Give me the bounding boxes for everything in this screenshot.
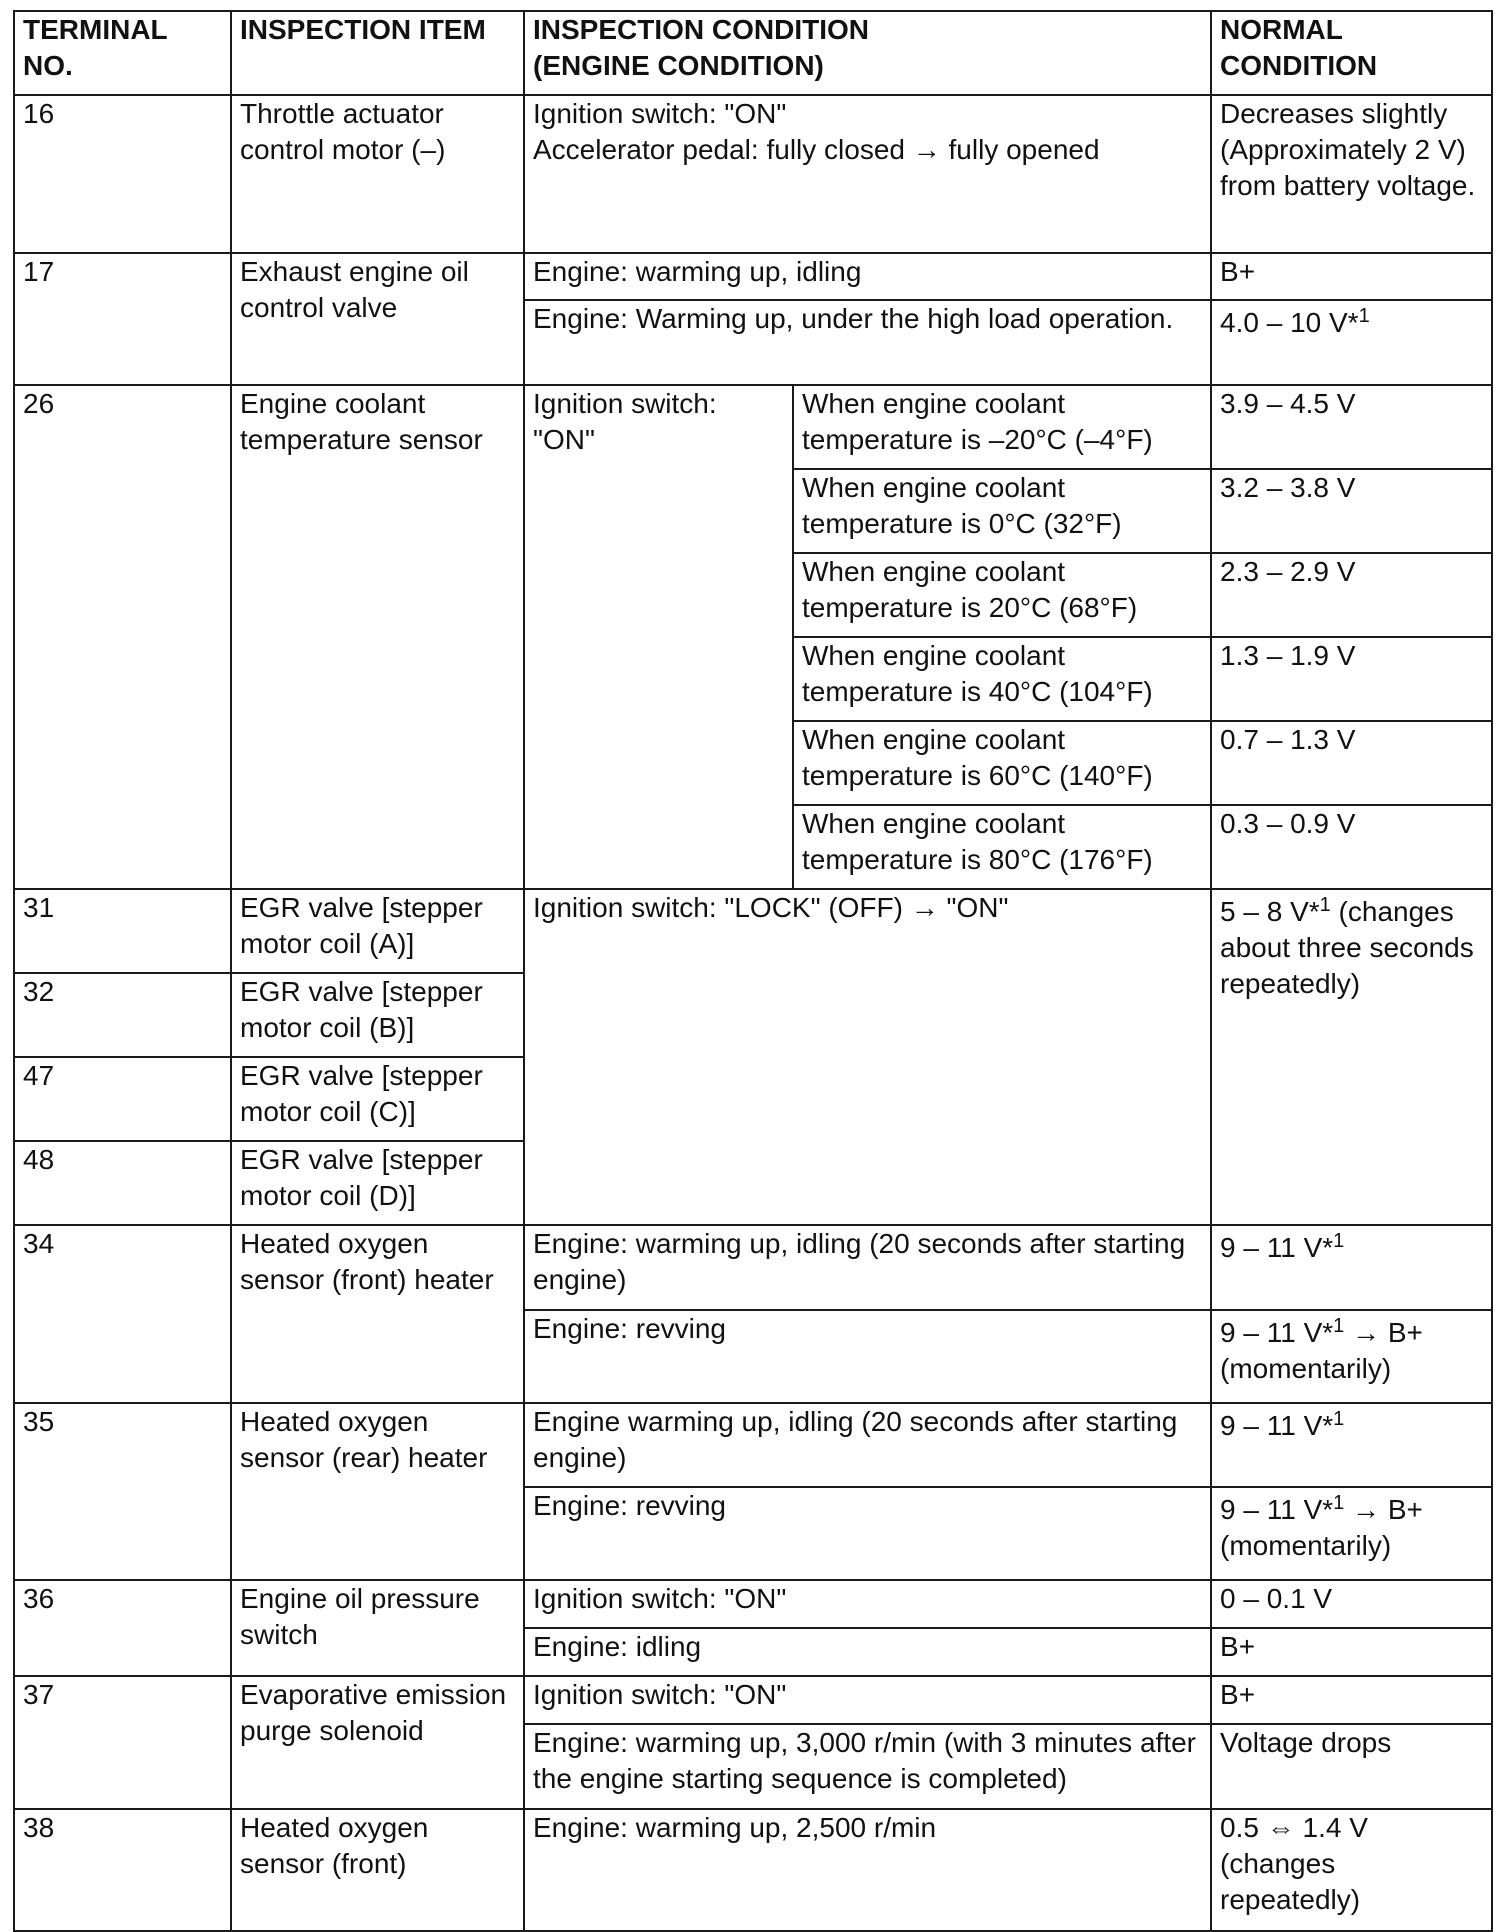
table-row	[14, 385, 1492, 469]
inspection-item-cell: Evaporative emission purge solenoid	[231, 1676, 524, 1809]
inspection-condition-cell: Ignition switch: "ON"	[524, 1676, 1211, 1724]
terminal-no-cell: 34	[14, 1225, 231, 1403]
header-row	[14, 11, 1492, 95]
inspection-condition-cell: Engine: warming up, 2,500 r/min	[524, 1809, 1211, 1931]
table-row	[14, 95, 1492, 253]
normal-condition-cell: 0 – 0.1 V	[1211, 1580, 1492, 1628]
sub-condition-cell: When engine coolant temperature is –20°C (–4°F)	[793, 385, 1211, 469]
normal-condition-cell: 9 – 11 V*$^1$ → B+ (momentarily)	[1211, 1310, 1492, 1403]
inspection-item-cell: EGR valve [stepper motor coil (C)]	[231, 1057, 524, 1141]
sub-condition-cell: When engine coolant temperature is 20°C (68°F)	[793, 553, 1211, 637]
normal-condition-cell: 5 – 8 V*$^1$ (changes about three seconds repeatedly)	[1211, 889, 1492, 1225]
inspection-item-cell: Heated oxygen sensor (front) heater	[231, 1225, 524, 1403]
inspection-condition-cell: Engine warming up, idling (20 seconds after starting engine)	[524, 1403, 1211, 1487]
terminal-no-cell: 37	[14, 1676, 231, 1809]
normal-condition-cell: 9 – 11 V*$^1$ → B+ (momentarily)	[1211, 1487, 1492, 1580]
inspection-condition-cell: Ignition switch: "ON"	[524, 385, 793, 889]
terminal-no-cell: 16	[14, 95, 231, 253]
normal-condition-cell: 2.3 – 2.9 V	[1211, 553, 1492, 637]
inspection-condition-cell: Engine: revving	[524, 1487, 1211, 1580]
header-inspection-item: INSPECTION ITEM	[231, 11, 524, 95]
table-row	[14, 1225, 1492, 1310]
terminal-no-cell: 48	[14, 1141, 231, 1225]
normal-condition-cell: 0.5 ⇔ 1.4 V (changes repeatedly)	[1211, 1809, 1492, 1931]
inspection-condition-cell: Ignition switch: "LOCK" (OFF) → "ON"	[524, 889, 1211, 1225]
inspection-item-cell: Engine coolant temperature sensor	[231, 385, 524, 889]
inspection-item-cell: Engine oil pressure switch	[231, 1580, 524, 1676]
inspection-condition-cell: Engine: idling	[524, 1628, 1211, 1676]
normal-condition-cell: B+	[1211, 1676, 1492, 1724]
inspection-condition-cell: Ignition switch: "ON"	[524, 1580, 1211, 1628]
header-inspection-condition: INSPECTION CONDITION (ENGINE CONDITION)	[524, 11, 1211, 95]
inspection-item-cell: EGR valve [stepper motor coil (B)]	[231, 973, 524, 1057]
table-row	[14, 1676, 1492, 1724]
header-normal-condition: NORMAL CONDITION	[1211, 11, 1492, 95]
normal-condition-cell: B+	[1211, 253, 1492, 300]
terminal-no-cell: 36	[14, 1580, 231, 1676]
sub-condition-cell: When engine coolant temperature is 80°C (176°F)	[793, 805, 1211, 889]
normal-condition-cell: 9 – 11 V*$^1$	[1211, 1225, 1492, 1310]
inspection-table	[13, 10, 1493, 1932]
normal-condition-cell: 3.2 – 3.8 V	[1211, 469, 1492, 553]
terminal-no-cell: 31	[14, 889, 231, 973]
normal-condition-cell: 9 – 11 V*$^1$	[1211, 1403, 1492, 1487]
normal-condition-cell: 0.7 – 1.3 V	[1211, 721, 1492, 805]
terminal-no-cell: 17	[14, 253, 231, 385]
inspection-item-cell: Heated oxygen sensor (rear) heater	[231, 1403, 524, 1580]
inspection-item-cell: Throttle actuator control motor (–)	[231, 95, 524, 253]
sub-condition-cell: When engine coolant temperature is 0°C (32°F)	[793, 469, 1211, 553]
sub-condition-cell: When engine coolant temperature is 40°C (104°F)	[793, 637, 1211, 721]
normal-condition-cell: 4.0 – 10 V*$^1$	[1211, 300, 1492, 385]
normal-condition-cell: Decreases slightly (Approximately 2 V) from battery voltage.	[1211, 95, 1492, 253]
normal-condition-cell: 3.9 – 4.5 V	[1211, 385, 1492, 469]
table-row	[14, 1809, 1492, 1931]
inspection-item-cell: Heated oxygen sensor (front)	[231, 1809, 524, 1931]
table-row	[14, 1580, 1492, 1628]
inspection-condition-cell: Engine: revving	[524, 1310, 1211, 1403]
inspection-condition-cell: Engine: warming up, idling (20 seconds after starting engine)	[524, 1225, 1211, 1310]
table-row	[14, 1403, 1492, 1487]
inspection-item-cell: EGR valve [stepper motor coil (D)]	[231, 1141, 524, 1225]
inspection-item-cell: Exhaust engine oil control valve	[231, 253, 524, 385]
normal-condition-cell: Voltage drops	[1211, 1724, 1492, 1809]
normal-condition-cell: B+	[1211, 1628, 1492, 1676]
terminal-no-cell: 47	[14, 1057, 231, 1141]
inspection-condition-cell: Engine: warming up, 3,000 r/min (with 3 minutes after the engine starting sequence is completed)	[524, 1724, 1211, 1809]
inspection-condition-cell: Ignition switch: "ON" Accelerator pedal: fully closed → fully opened	[524, 95, 1211, 253]
terminal-no-cell: 26	[14, 385, 231, 889]
normal-condition-cell: 1.3 – 1.9 V	[1211, 637, 1492, 721]
terminal-no-cell: 35	[14, 1403, 231, 1580]
inspection-item-cell: EGR valve [stepper motor coil (A)]	[231, 889, 524, 973]
table-row	[14, 253, 1492, 300]
sub-condition-cell: When engine coolant temperature is 60°C (140°F)	[793, 721, 1211, 805]
header-terminal-no: TERMINAL NO.	[14, 11, 231, 95]
table-row	[14, 889, 1492, 973]
inspection-condition-cell: Engine: Warming up, under the high load operation.	[524, 300, 1211, 385]
terminal-no-cell: 32	[14, 973, 231, 1057]
inspection-condition-cell: Engine: warming up, idling	[524, 253, 1211, 300]
terminal-no-cell: 38	[14, 1809, 231, 1931]
normal-condition-cell: 0.3 – 0.9 V	[1211, 805, 1492, 889]
